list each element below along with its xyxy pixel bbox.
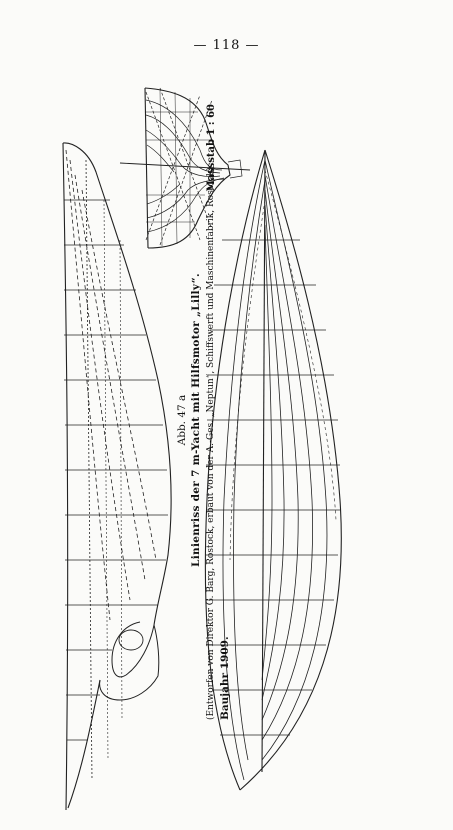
figure-caption (176, 90, 276, 750)
build-year: Baujahr 1909. (219, 636, 231, 720)
figure-credit: (Entworfen von Direktor G. Barg, Rostock, erbaut von der A.-Ges. „Neptun“, Schiffswerft und Maschinenfabrik, Rostock) (206, 167, 216, 720)
figure-title: Linienriss der 7 m-Yacht mit Hilfsmotor „Lilly“. (190, 273, 202, 567)
profile-view (63, 143, 171, 810)
page-number: — 118 — (193, 38, 260, 53)
drawing-scale: Massstab 1 : 60 (206, 104, 217, 192)
figure-label: Abb. 47 a (176, 394, 188, 446)
